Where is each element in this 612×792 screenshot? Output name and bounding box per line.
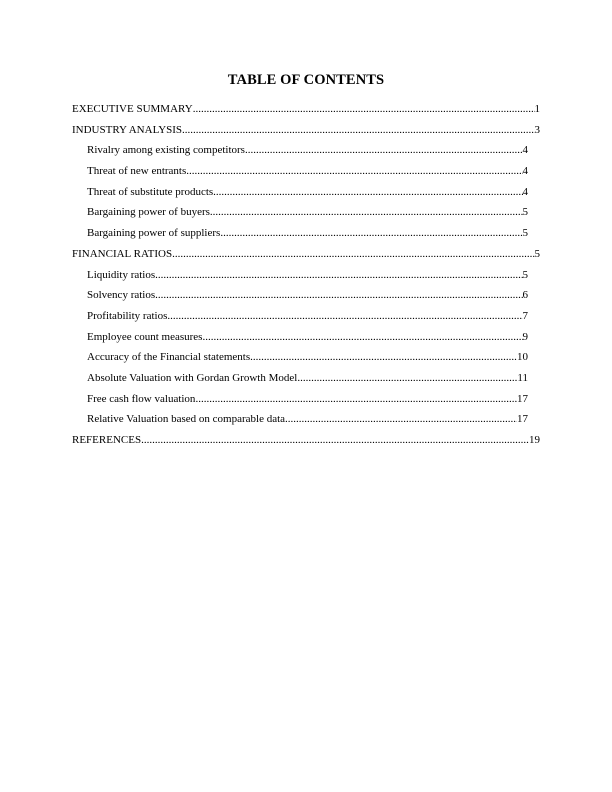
page-title: TABLE OF CONTENTS (227, 72, 385, 88)
dot-leader (186, 161, 522, 182)
toc-entry-profitability[interactable] (72, 306, 528, 327)
dot-leader (213, 182, 522, 203)
dot-leader (202, 327, 522, 348)
toc-entry-rivalry[interactable] (72, 140, 528, 161)
toc-entry-page-number: 17 (517, 413, 528, 426)
dot-leader (195, 389, 517, 410)
toc-entry-label: Employee count measures (87, 330, 203, 343)
toc-entry-label: EXECUTIVE SUMMARY (72, 103, 193, 115)
toc-entry-page-number: 4 (522, 185, 528, 198)
toc-entry-label: Profitability ratios (87, 309, 168, 322)
toc-list (72, 99, 542, 451)
toc-entry-label: Solvency ratios (87, 289, 156, 302)
toc-entry-liquidity[interactable] (72, 265, 528, 286)
toc-entry-buyers[interactable] (72, 202, 528, 223)
dot-leader (210, 202, 523, 223)
dot-leader (220, 223, 522, 244)
toc-entry-label: Accuracy of the Financial statements (87, 351, 251, 364)
dot-leader (141, 430, 529, 451)
toc-entry-executive-summary[interactable] (72, 99, 540, 120)
toc-entry-page-number: 19 (529, 434, 540, 446)
toc-entry-page-number: 4 (522, 144, 528, 157)
toc-entry-page-number: 10 (517, 351, 528, 364)
toc-entry-page-number: 11 (517, 371, 528, 384)
dot-leader (245, 140, 523, 161)
toc-entry-page-number: 7 (522, 309, 528, 322)
toc-entry-page-number: 3 (534, 123, 540, 136)
toc-entry-references[interactable] (72, 430, 540, 451)
toc-entry-page-number: 1 (534, 103, 540, 115)
dot-leader (182, 120, 534, 141)
toc-entry-label: Relative Valuation based on comparable data (87, 413, 286, 426)
dot-leader (155, 265, 522, 286)
toc-entry-employee-count[interactable] (72, 327, 528, 348)
toc-entry-suppliers[interactable] (72, 223, 528, 244)
toc-entry-page-number: 5 (522, 206, 528, 219)
toc-entry-label: Threat of substitute products (87, 185, 214, 198)
toc-entry-label: Liquidity ratios (87, 268, 156, 281)
toc-entry-label: Threat of new entrants (87, 165, 187, 178)
dot-leader (172, 244, 534, 265)
toc-entry-label: Bargaining power of suppliers (87, 227, 221, 240)
toc-entry-page-number: 17 (517, 392, 528, 405)
dot-leader (297, 368, 517, 389)
toc-entry-page-number: 5 (522, 268, 528, 281)
toc-entry-financial-ratios[interactable] (72, 244, 540, 265)
toc-entry-page-number: 4 (522, 165, 528, 178)
toc-entry-page-number: 5 (522, 227, 528, 240)
dot-leader (193, 99, 535, 120)
toc-entry-label: INDUSTRY ANALYSIS (72, 123, 183, 136)
toc-entry-label: Free cash flow valuation (87, 392, 196, 405)
dot-leader (285, 409, 517, 430)
toc-entry-industry-analysis[interactable] (72, 120, 540, 141)
toc-entry-page-number: 5 (534, 247, 540, 260)
toc-entry-new-entrants[interactable] (72, 161, 528, 182)
toc-entry-absolute-valuation[interactable] (72, 368, 528, 389)
dot-leader (167, 306, 522, 327)
toc-entry-label: Absolute Valuation with Gordan Growth Model (87, 371, 298, 384)
toc-entry-label: Rivalry among existing competitors (87, 144, 245, 157)
toc-entry-page-number: 9 (522, 330, 528, 343)
toc-entry-substitute-products[interactable] (72, 182, 528, 203)
dot-leader (250, 347, 517, 368)
toc-entry-solvency[interactable] (72, 285, 528, 306)
toc-entry-page-number: 6 (522, 289, 528, 302)
toc-entry-label: FINANCIAL RATIOS (72, 247, 173, 260)
toc-entry-label: REFERENCES (72, 434, 142, 446)
dot-leader (155, 285, 522, 306)
toc-entry-accuracy[interactable] (72, 347, 528, 368)
toc-entry-free-cash-flow[interactable] (72, 389, 528, 410)
toc-entry-relative-valuation[interactable] (72, 409, 528, 430)
toc-entry-label: Bargaining power of buyers (87, 206, 210, 219)
